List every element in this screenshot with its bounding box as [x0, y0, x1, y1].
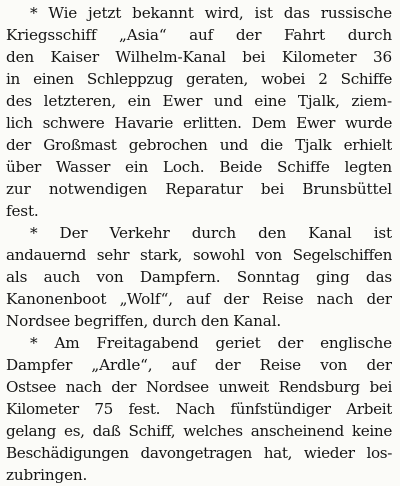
article-line: über Wasser ein Loch. Beide Schiffe legten: [6, 158, 392, 176]
article-line: der Großmast gebrochen und die Tjalk erhielt: [6, 136, 392, 154]
article-line: Beschädigungen davongetragen hat, wieder los-: [6, 444, 392, 462]
article-line: andauernd sehr stark, sowohl von Segelschiffen: [6, 246, 392, 264]
article-line: gelang es, daß Schiff, welches anscheinend keine: [6, 422, 392, 440]
article-line: * Am Freitagabend geriet der englische: [30, 334, 392, 352]
article-line: in einen Schleppzug geraten, wobei 2 Schiffe: [6, 70, 392, 88]
article-line: Dampfer „Ardle“, auf der Reise von der: [6, 356, 392, 374]
article-line: Kilometer 75 fest. Nach fünfstündiger Arbeit: [6, 400, 392, 418]
article-line: fest.: [6, 202, 39, 220]
article-line: Ostsee nach der Nordsee unweit Rendsburg bei: [6, 378, 392, 396]
article-line: * Der Verkehr durch den Kanal ist: [30, 224, 392, 242]
article-line: Nordsee begriffen, durch den Kanal.: [6, 312, 282, 330]
article-line: zubringen.: [6, 466, 88, 484]
article-line: lich schwere Havarie erlitten. Dem Ewer wurde: [6, 114, 392, 132]
article-line: Kanonenboot „Wolf“, auf der Reise nach der: [6, 290, 392, 308]
article-line: * Wie jetzt bekannt wird, ist das russische: [30, 4, 392, 22]
article-line: den Kaiser Wilhelm-Kanal bei Kilometer 36: [6, 48, 392, 66]
article-line: als auch von Dampfern. Sonntag ging das: [6, 268, 392, 286]
article-line: Kriegsschiff „Asia“ auf der Fahrt durch: [6, 26, 392, 44]
article-line: zur notwendigen Reparatur bei Brunsbüttel: [6, 180, 392, 198]
article-line: des letzteren, ein Ewer und eine Tjalk, ziem-: [6, 92, 392, 110]
